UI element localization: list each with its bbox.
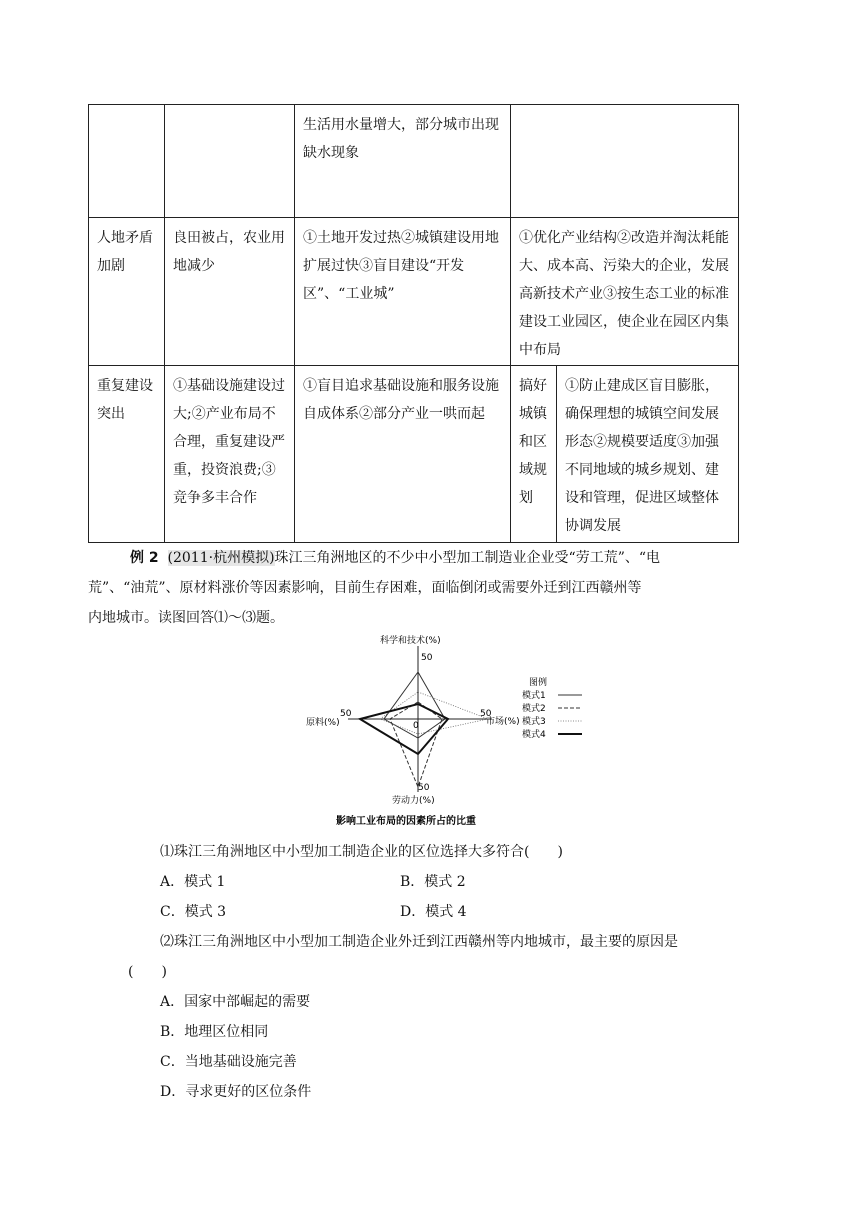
radar-diagram (300, 632, 600, 832)
example-paragraph-line1 (130, 548, 660, 568)
question-1-option-b: B．模式 2 (400, 874, 466, 890)
example-source: (2011·杭州模拟) (167, 550, 275, 566)
example-text-line1: 珠江三角洲地区的不少中小型加工制造业企业受“劳工荒”、“电 (274, 550, 661, 566)
origin-label: 0 (413, 721, 419, 731)
axis-right-label: 市场(%) (486, 717, 520, 727)
axis-left-label: 原料(%) (306, 718, 340, 728)
table-row (89, 218, 739, 366)
table-cell: 人地矛盾加剧 (89, 218, 165, 366)
question-2-paren: ( ) (128, 964, 167, 980)
example-text-line3: 内地城市。读图回答⑴～⑶题。 (88, 610, 284, 626)
comparison-table (88, 104, 739, 543)
table-cell: 重复建设突出 (89, 366, 165, 543)
axis-right-value: 50 (480, 709, 492, 719)
table-cell (89, 105, 165, 218)
legend-item-mode3: 模式3 (522, 717, 546, 727)
legend (522, 676, 582, 740)
question-1-option-c: C．模式 3 (160, 904, 227, 920)
question-1-stem: ⑴珠江三角洲地区中小型加工制造企业的区位选择大多符合( ) (160, 844, 563, 860)
legend-item-mode2: 模式2 (522, 704, 546, 714)
mode4-shape (360, 704, 448, 754)
table-row (89, 105, 739, 218)
table-cell: ①优化产业结构②改造并淘汰耗能大、成本高、污染大的企业，发展高新技术产业③按生态工业的标准建设工业园区，使企业在园区内集中布局 (511, 218, 739, 366)
legend-item-mode4: 模式4 (522, 730, 546, 740)
question-1-option-a: A．模式 1 (160, 874, 226, 890)
axis-bottom-value: 50 (418, 783, 430, 793)
axis-left-value: 50 (340, 709, 352, 719)
question-2-option-d: D．寻求更好的区位条件 (160, 1084, 312, 1100)
table-cell (165, 105, 295, 218)
question-2-stem: ⑵珠江三角洲地区中小型加工制造企业外迁到江西赣州等内地城市，最主要的原因是 (160, 934, 678, 950)
question-1-option-d: D．模式 4 (400, 904, 467, 920)
table-row (89, 366, 739, 543)
table-cell: 生活用水量增大，部分城市出现缺水现象 (295, 105, 511, 218)
example-label: 例 2 (130, 550, 159, 566)
diagram-caption: 影响工业布局的因素所占的比重 (336, 816, 476, 827)
table-cell: ①盲目追求基础设施和服务设施自成体系②部分产业一哄而起 (295, 366, 511, 543)
table-cell: 良田被占，农业用地减少 (165, 218, 295, 366)
mode2-shape (390, 702, 442, 787)
legend-title: 图例 (529, 678, 548, 688)
table-cell: ①土地开发过热②城镇建设用地扩展过快③盲目建设“开发区”、“工业城” (295, 218, 511, 366)
example-text-line2: 荒”、“油荒”、原材料涨价等因素影响，目前生存困难，面临倒闭或需要外迁到江西赣州等 (88, 580, 642, 596)
table-cell: 搞好城镇和区域规划 (511, 366, 557, 543)
question-2-option-c: C．当地基础设施完善 (160, 1054, 297, 1070)
table-cell (511, 105, 739, 218)
axis-top-value: 50 (421, 653, 433, 663)
axis-top-label: 科学和技术(%) (380, 636, 441, 646)
table-cell: ①基础设施建设过大;②产业布局不合理，重复建设严重，投资浪费;③竞争多丰合作 (165, 366, 295, 543)
question-2-option-a: A．国家中部崛起的需要 (160, 994, 311, 1010)
legend-item-mode1: 模式1 (522, 691, 546, 701)
axis-bottom-label: 劳动力(%) (392, 796, 435, 806)
table-cell: ①防止建成区盲目膨胀，确保理想的城镇空间发展形态②规模要适度③加强不同地域的城乡规划、建设和管理，促进区域整体协调发展 (557, 366, 739, 543)
question-2-option-b: B．地理区位相同 (160, 1024, 269, 1040)
